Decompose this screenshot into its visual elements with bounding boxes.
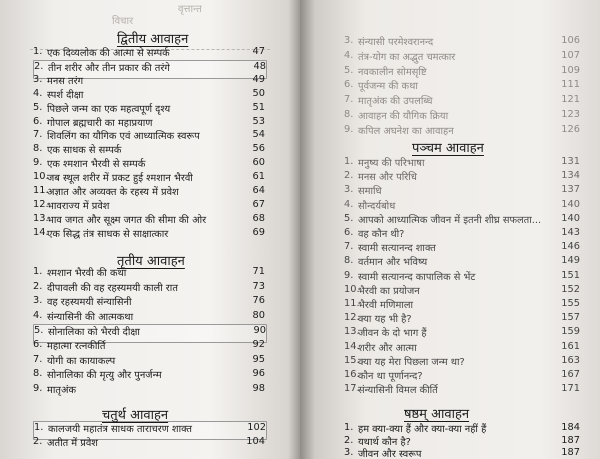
- entry-title: अज्ञात और अव्यक्त के रहस्य में प्रवेश: [47, 187, 179, 198]
- entry-title: आवाहन की यौगिक क्रिया: [358, 111, 449, 122]
- entry-number: 2.: [344, 170, 354, 182]
- entry-page-number: 111: [561, 79, 580, 91]
- entry-number: 3.: [33, 73, 43, 85]
- entry-page-number: 143: [561, 227, 580, 238]
- entry-page-number: 68: [252, 212, 265, 224]
- entry-title: अतीत में प्रवेश: [47, 438, 98, 449]
- entry-page-number: 137: [561, 184, 580, 196]
- entry-number: 8.: [33, 143, 43, 155]
- entry-page-number: 106: [561, 35, 580, 46]
- entry-title: सौन्दर्यबोध: [358, 200, 396, 212]
- entry-number: 5.: [33, 101, 43, 113]
- section-heading: द्वितीय आवाहन: [117, 32, 189, 47]
- entry-title: महात्मा रत्नकीर्ति: [47, 341, 106, 352]
- entry-number: 9.: [344, 123, 354, 135]
- entry-page-number: 187: [561, 434, 580, 446]
- entry-number: 7.: [33, 353, 43, 365]
- entry-number: 5.: [34, 325, 44, 337]
- right-page: [300, 0, 600, 459]
- entry-number: 6.: [344, 227, 354, 238]
- entry-page-number: 69: [252, 226, 265, 238]
- entry-title: यथार्थ कौन है?: [358, 436, 411, 448]
- entry-page-number: 102: [247, 422, 266, 433]
- entry-page-number: 95: [252, 353, 265, 365]
- entry-number: 2.: [344, 434, 354, 446]
- entry-title: जीवन के दो भाग हैं: [358, 328, 427, 340]
- entry-page-number: 51: [252, 101, 265, 113]
- entry-page-number: 71: [252, 266, 265, 277]
- entry-page-number: 187: [561, 447, 580, 458]
- entry-title: भैरवी का प्रयोजन: [358, 285, 420, 297]
- toc-entry: [344, 447, 580, 459]
- entry-title: संन्यासिनी की आत्मकथा: [47, 311, 134, 323]
- entry-number: 1.: [34, 422, 44, 433]
- entry-page-number: 123: [561, 109, 580, 120]
- entry-number: 3.: [344, 35, 354, 46]
- section-heading: पञ्चम आवाहन: [412, 141, 484, 156]
- entry-page-number: 109: [561, 64, 580, 76]
- toc-entry: [344, 383, 580, 400]
- entry-number: 8.: [344, 109, 354, 120]
- entry-number: 15.: [344, 354, 360, 366]
- entry-title: एक साधक से सम्पर्क: [47, 145, 122, 157]
- entry-title: मनस तरंग: [47, 75, 84, 87]
- entry-number: 17.: [344, 383, 360, 395]
- entry-title: कौन था पूर्णानन्द?: [358, 371, 423, 382]
- entry-number: 9.: [33, 382, 43, 394]
- entry-page-number: 73: [252, 280, 265, 292]
- entry-title: सोनालिका को भैरवी दीक्षा: [48, 327, 140, 339]
- entry-number: 13.: [33, 212, 49, 224]
- entry-page-number: 140: [561, 212, 580, 224]
- entry-page-number: 140: [561, 198, 580, 210]
- entry-title: गोपाल ब्रह्मचारी का महाप्रयाण: [47, 117, 153, 129]
- entry-title: पूर्वजन्म की कथा: [358, 81, 418, 93]
- entry-page-number: 90: [253, 325, 266, 337]
- bleed-through-text: विचार: [112, 16, 134, 27]
- entry-number: 5.: [344, 64, 354, 76]
- entry-page-number: 121: [561, 94, 580, 106]
- entry-title: तंत्र-योग का अद्भुत चमत्कार: [358, 51, 456, 63]
- entry-title: समाधि: [358, 186, 382, 198]
- entry-title: आपको आध्यात्मिक जीवन में इतनी शीघ्र सफलता...: [358, 214, 542, 226]
- entry-title: संन्यासी परमेश्वरानन्द: [358, 37, 434, 48]
- entry-title: स्वामी सत्यानन्द कापालिक से भेंट: [358, 271, 476, 283]
- entry-title: जब स्थूल शरीर में प्रकट हुई श्मशान भैरवी: [47, 173, 193, 185]
- entry-page-number: 92: [252, 339, 265, 350]
- entry-page-number: 152: [561, 283, 580, 295]
- entry-title: स्पर्श दीक्षा: [47, 89, 84, 101]
- entry-title: दीपावली की वह रहस्यमयी काली रात: [47, 282, 178, 294]
- entry-title: मातृअंक की उपलब्धि: [358, 96, 433, 108]
- entry-number: 6.: [33, 115, 43, 127]
- entry-title: संन्यासिनी विमल कीर्ति: [358, 385, 438, 397]
- entry-number: 4.: [344, 198, 354, 210]
- entry-title: शरीर और आत्मा: [358, 342, 417, 354]
- entry-number: 3.: [344, 184, 354, 196]
- entry-number: 3.: [33, 295, 43, 307]
- entry-title: वर्तमान और भविष्य: [358, 257, 428, 269]
- entry-page-number: 157: [561, 312, 580, 324]
- entry-title: क्या यह मेरा पिछला जन्म था?: [358, 356, 465, 368]
- entry-title: भाव जगत और सूक्ष्म जगत की सीमा की ओर: [47, 214, 207, 226]
- entry-page-number: 126: [561, 123, 580, 135]
- entry-title: नवकालीन सोमसृष्टि: [358, 66, 427, 78]
- entry-page-number: 131: [561, 156, 580, 167]
- entry-number: 1.: [344, 422, 354, 433]
- entry-number: 1.: [344, 156, 354, 167]
- entry-page-number: 107: [561, 49, 580, 61]
- entry-number: 2.: [34, 60, 44, 72]
- entry-title: एक सिद्ध तंत्र साधक से साक्षात्कार: [47, 228, 169, 240]
- entry-title: एक श्मशान भैरवी से सम्पर्क: [47, 159, 146, 171]
- entry-title: मनुष्य की परिभाषा: [358, 158, 425, 169]
- entry-number: 1.: [33, 266, 43, 277]
- entry-number: 12.: [33, 198, 49, 210]
- entry-title: सोनालिका की मृत्यु और पुनर्जन्म: [47, 370, 162, 382]
- entry-page-number: 67: [252, 198, 265, 210]
- entry-title: भावराज्य में प्रवेश: [47, 200, 110, 212]
- entry-title: मातृअंक: [47, 384, 76, 396]
- entry-title: शिवलिंग का यौगिक एवं आध्यात्मिक स्वरूप: [47, 131, 200, 143]
- entry-page-number: 50: [252, 87, 265, 99]
- entry-number: 7.: [344, 241, 354, 253]
- toc-entry: [33, 436, 265, 453]
- section-heading: चतुर्थ आवाहन: [102, 408, 169, 423]
- entry-number: 9.: [344, 269, 354, 281]
- entry-number: 8.: [344, 255, 354, 267]
- entry-page-number: 149: [561, 255, 580, 267]
- toc-entry: [33, 383, 265, 400]
- entry-title: तीन शरीर और तीन प्रकार की तरंगे: [48, 62, 170, 74]
- entry-number: 14.: [344, 340, 360, 352]
- entry-number: 4.: [33, 87, 43, 99]
- entry-page-number: 96: [252, 368, 265, 380]
- entry-page-number: 184: [561, 422, 580, 433]
- entry-number: 10.: [33, 171, 49, 183]
- entry-number: 4.: [344, 49, 354, 61]
- entry-page-number: 47: [252, 46, 265, 57]
- entry-number: 1.: [33, 46, 43, 57]
- entry-page-number: 49: [252, 73, 265, 85]
- entry-page-number: 64: [252, 185, 265, 196]
- entry-page-number: 171: [561, 383, 580, 395]
- entry-title: एक दिव्यलोक की आत्मा से सम्पर्क: [47, 48, 170, 59]
- entry-number: 2.: [33, 280, 43, 292]
- entry-title: वह रहस्यमयी संन्यासिनी: [47, 297, 132, 309]
- entry-title: कपिल अघनेश का आवाहन: [358, 125, 454, 137]
- toc-entry: [33, 227, 265, 244]
- entry-number: 12.: [344, 312, 360, 324]
- entry-number: 16.: [344, 369, 360, 380]
- entry-title: मनस और परिधि: [358, 172, 417, 184]
- entry-title: स्वामी सत्यानन्द शाक्त: [358, 243, 436, 255]
- entry-page-number: 155: [561, 298, 580, 309]
- entry-page-number: 53: [252, 115, 265, 127]
- entry-page-number: 151: [561, 269, 580, 281]
- entry-page-number: 60: [252, 157, 265, 169]
- entry-title: वह कौन थी?: [358, 229, 405, 240]
- entry-number: 2.: [33, 436, 43, 447]
- section-heading: षष्ठम् आवाहन: [404, 407, 470, 422]
- entry-title: कालजयी महातंत्र साधक ताराचरण शाक्त: [48, 424, 192, 435]
- entry-page-number: 54: [252, 129, 265, 141]
- entry-page-number: 167: [561, 369, 580, 380]
- entry-number: 5.: [344, 212, 354, 224]
- entry-number: 11.: [33, 185, 49, 196]
- entry-page-number: 98: [252, 382, 265, 394]
- entry-number: 3.: [344, 447, 354, 458]
- bleed-through-text: वृत्तान्त: [178, 4, 202, 15]
- entry-number: 8.: [33, 368, 43, 380]
- entry-page-number: 134: [561, 170, 580, 182]
- entry-number: 13.: [344, 326, 360, 338]
- entry-number: 10.: [344, 283, 360, 295]
- entry-page-number: 48: [253, 60, 266, 72]
- entry-page-number: 56: [252, 143, 265, 155]
- entry-number: 14.: [33, 226, 49, 238]
- entry-number: 7.: [33, 129, 43, 141]
- entry-number: 4.: [33, 309, 43, 321]
- entry-number: 9.: [33, 157, 43, 169]
- entry-number: 6.: [33, 339, 43, 350]
- entry-page-number: 61: [252, 171, 265, 183]
- entry-title: क्या यह भी है?: [358, 314, 412, 326]
- entry-page-number: 146: [561, 241, 580, 253]
- entry-number: 7.: [344, 94, 354, 106]
- entry-title: हम क्या-क्या हैं और क्या-क्या नहीं हैं: [358, 424, 487, 435]
- section-heading: तृतीय आवाहन: [117, 254, 185, 269]
- entry-title: पिछले जन्म का एक महत्वपूर्ण दृश्य: [47, 103, 171, 115]
- entry-title: भैरवी मणिमाला: [358, 300, 414, 311]
- entry-page-number: 159: [561, 326, 580, 338]
- entry-page-number: 163: [561, 354, 580, 366]
- entry-title: योगी का कायाकल्प: [47, 355, 116, 367]
- entry-page-number: 161: [561, 340, 580, 352]
- entry-title: जीवन और स्वरूप: [358, 449, 422, 459]
- entry-number: 6.: [344, 79, 354, 91]
- entry-number: 11.: [344, 298, 360, 309]
- entry-page-number: 76: [252, 295, 265, 307]
- entry-page-number: 104: [246, 436, 265, 447]
- entry-title: श्मशान भैरवी की कथा: [47, 268, 127, 279]
- entry-page-number: 80: [252, 309, 265, 321]
